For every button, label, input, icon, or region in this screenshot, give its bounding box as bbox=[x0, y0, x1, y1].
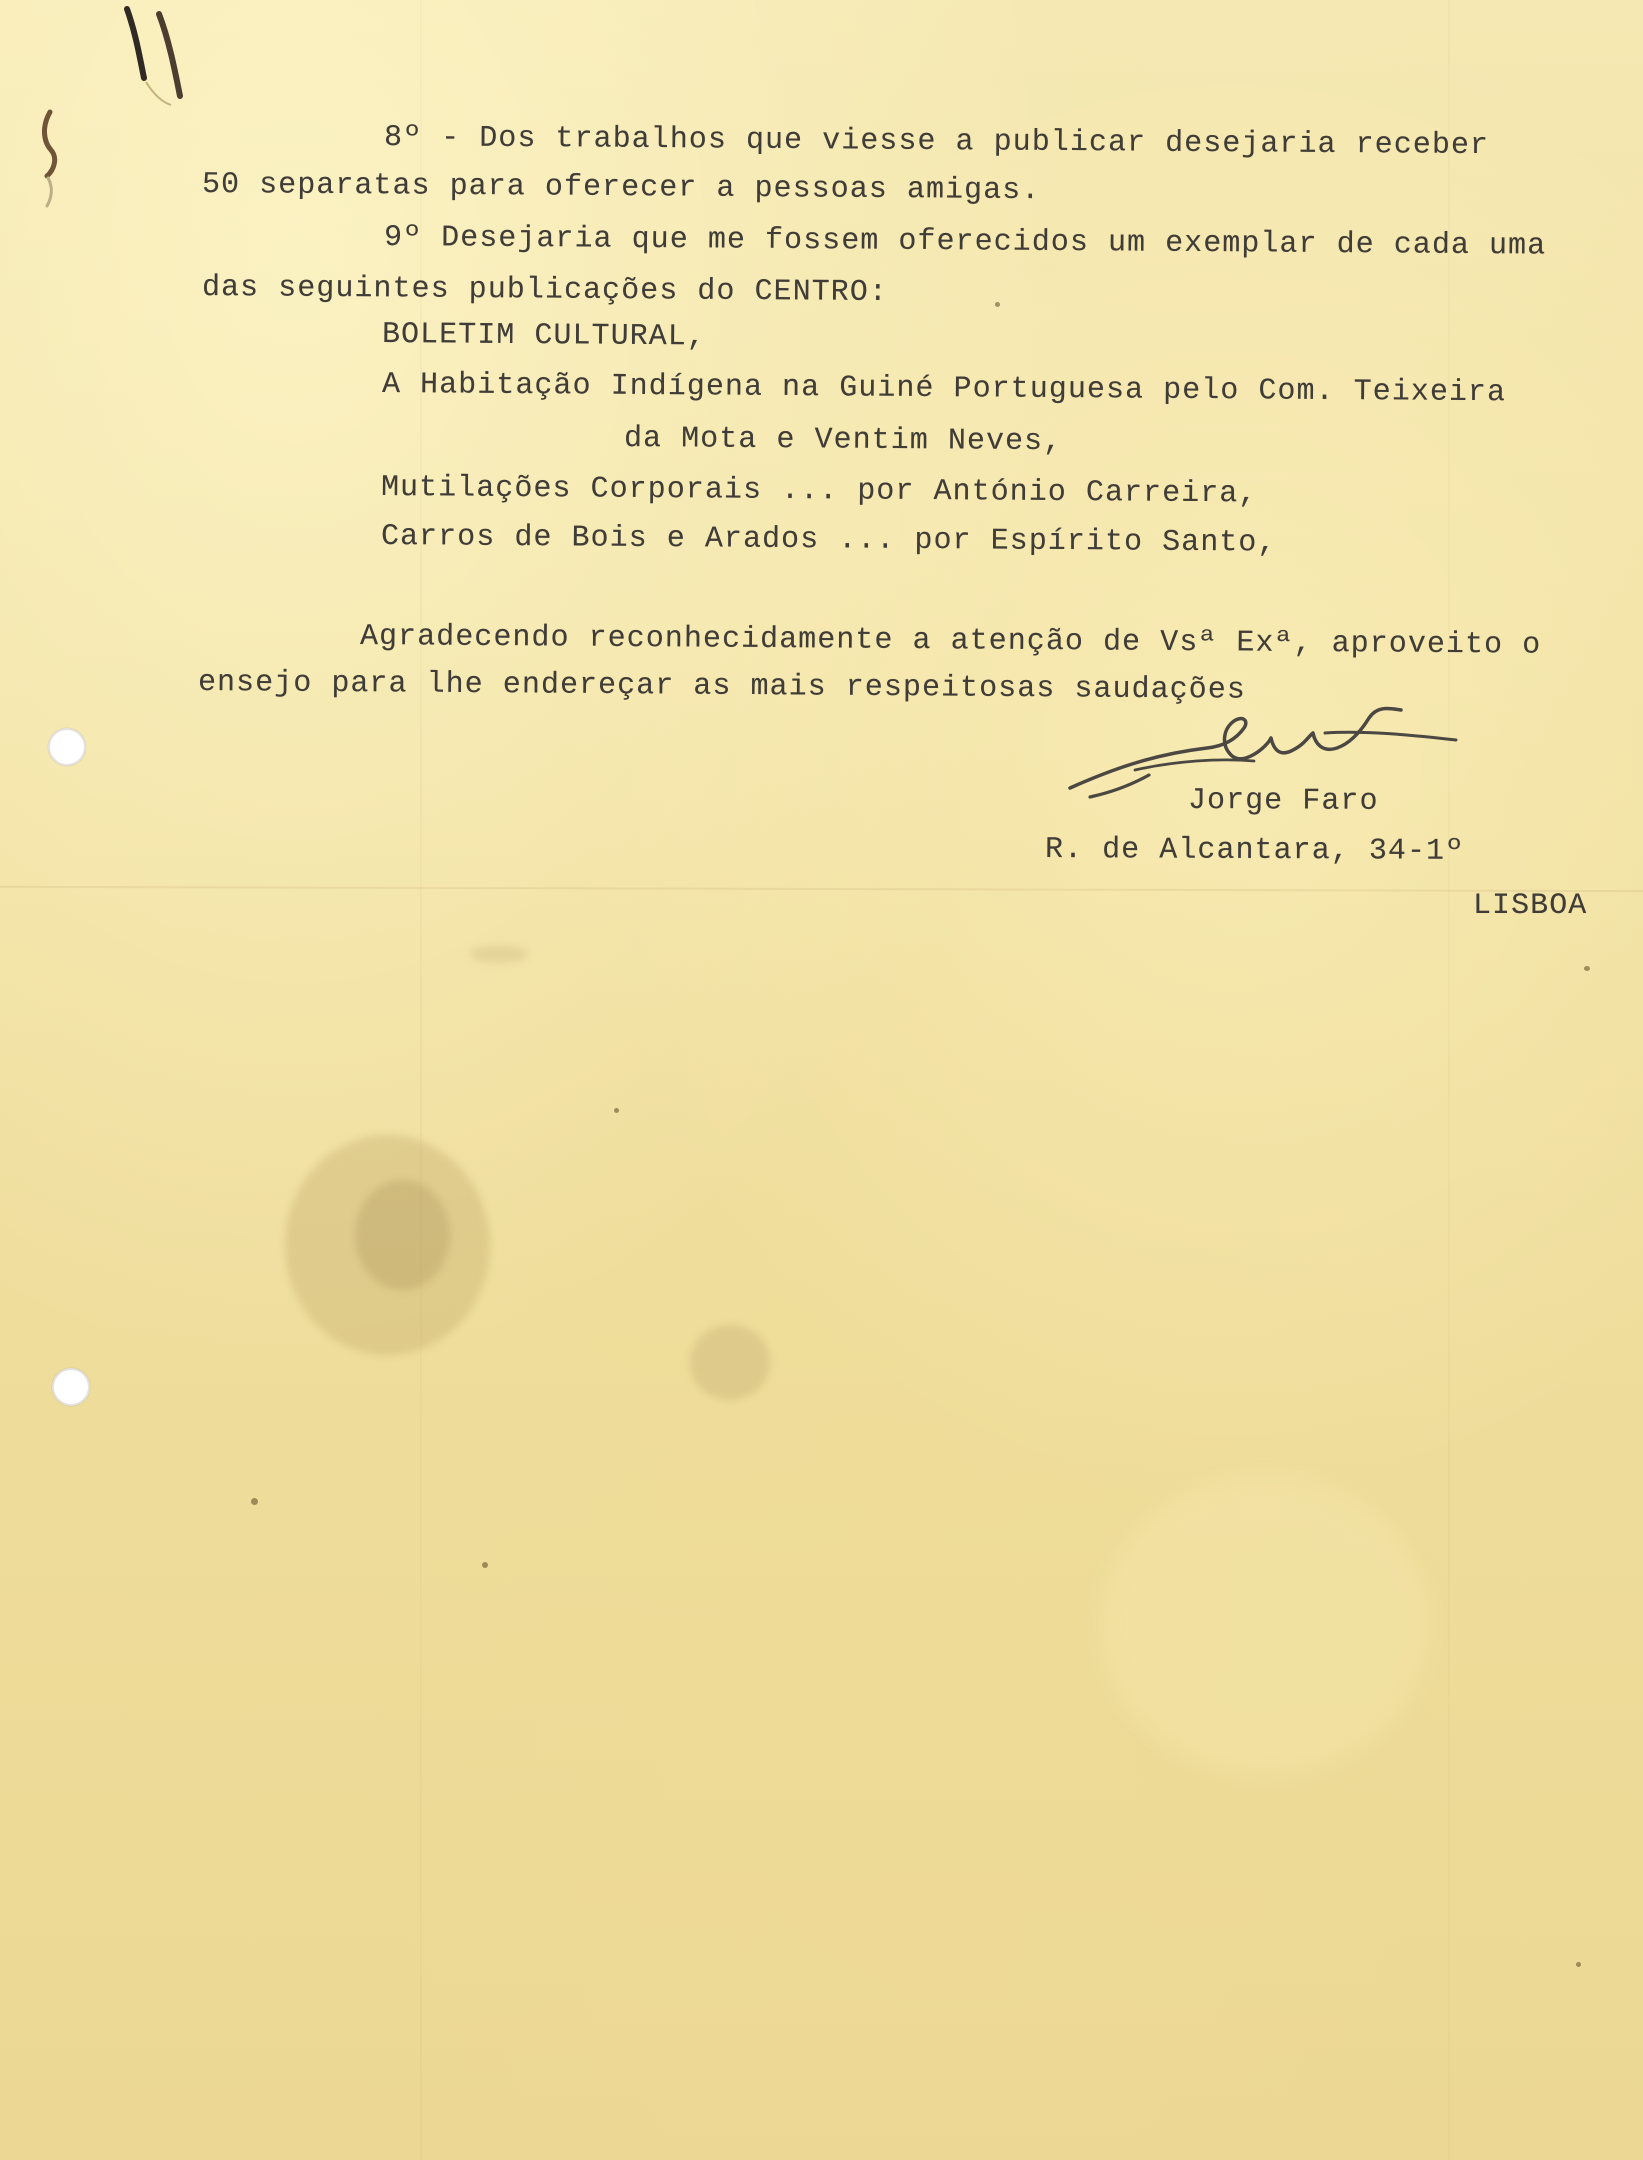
paragraph-9-line-1: 9º Desejaria que me fossem oferecidos um exemplar de cada uma bbox=[383, 221, 1547, 264]
paragraph-8-line-2: 50 separatas para oferecer a pessoas amigas. bbox=[201, 168, 1041, 209]
staple-mark-icon bbox=[38, 108, 64, 218]
paper-speck bbox=[1584, 966, 1590, 971]
pencil-mark-icon bbox=[118, 4, 200, 116]
publication-carros-de-bois: Carros de Bois e Arados ... por Espírito Santo, bbox=[380, 520, 1277, 561]
sender-city: LISBOA bbox=[1473, 889, 1588, 923]
publication-habitacao-indigena-continued: da Mota e Ventim Neves, bbox=[623, 422, 1063, 460]
paper-stain bbox=[470, 945, 528, 963]
binder-hole bbox=[52, 1368, 90, 1406]
paper-fold-horizontal bbox=[0, 886, 1643, 892]
paper-stain bbox=[690, 1325, 770, 1400]
binder-hole bbox=[48, 728, 86, 766]
paper-stain bbox=[355, 1180, 450, 1290]
paper-speck bbox=[995, 302, 1000, 307]
paragraph-9-line-2: das seguintes publicações do CENTRO: bbox=[201, 271, 889, 311]
paper-speck bbox=[482, 1562, 488, 1568]
paper-stain bbox=[1100, 1475, 1430, 1775]
paper-speck bbox=[1576, 1962, 1581, 1967]
paper-speck bbox=[251, 1498, 258, 1505]
signer-name: Jorge Faro bbox=[1187, 784, 1379, 819]
closing-line-1: Agradecendo reconhecidamente a atenção de Vsª Exª, aproveito o bbox=[359, 620, 1542, 663]
paragraph-8-line-1: 8º - Dos trabalhos que viesse a publicar desejaria receber bbox=[383, 121, 1490, 164]
closing-line-2: ensejo para lhe endereçar as mais respeitosas saudações bbox=[197, 666, 1247, 708]
publication-mutilacoes-corporais: Mutilações Corporais ... por António Carreira, bbox=[380, 471, 1258, 512]
paper-stain bbox=[285, 1135, 490, 1355]
sender-address: R. de Alcantara, 34-1º bbox=[1044, 833, 1465, 869]
publication-boletim-cultural: BOLETIM CULTURAL, bbox=[381, 318, 707, 355]
paper-speck bbox=[614, 1108, 619, 1113]
paper-fold-vertical-right bbox=[1448, 0, 1450, 2160]
publication-habitacao-indigena: A Habitação Indígena na Guiné Portuguesa pelo Com. Teixeira bbox=[381, 368, 1507, 411]
